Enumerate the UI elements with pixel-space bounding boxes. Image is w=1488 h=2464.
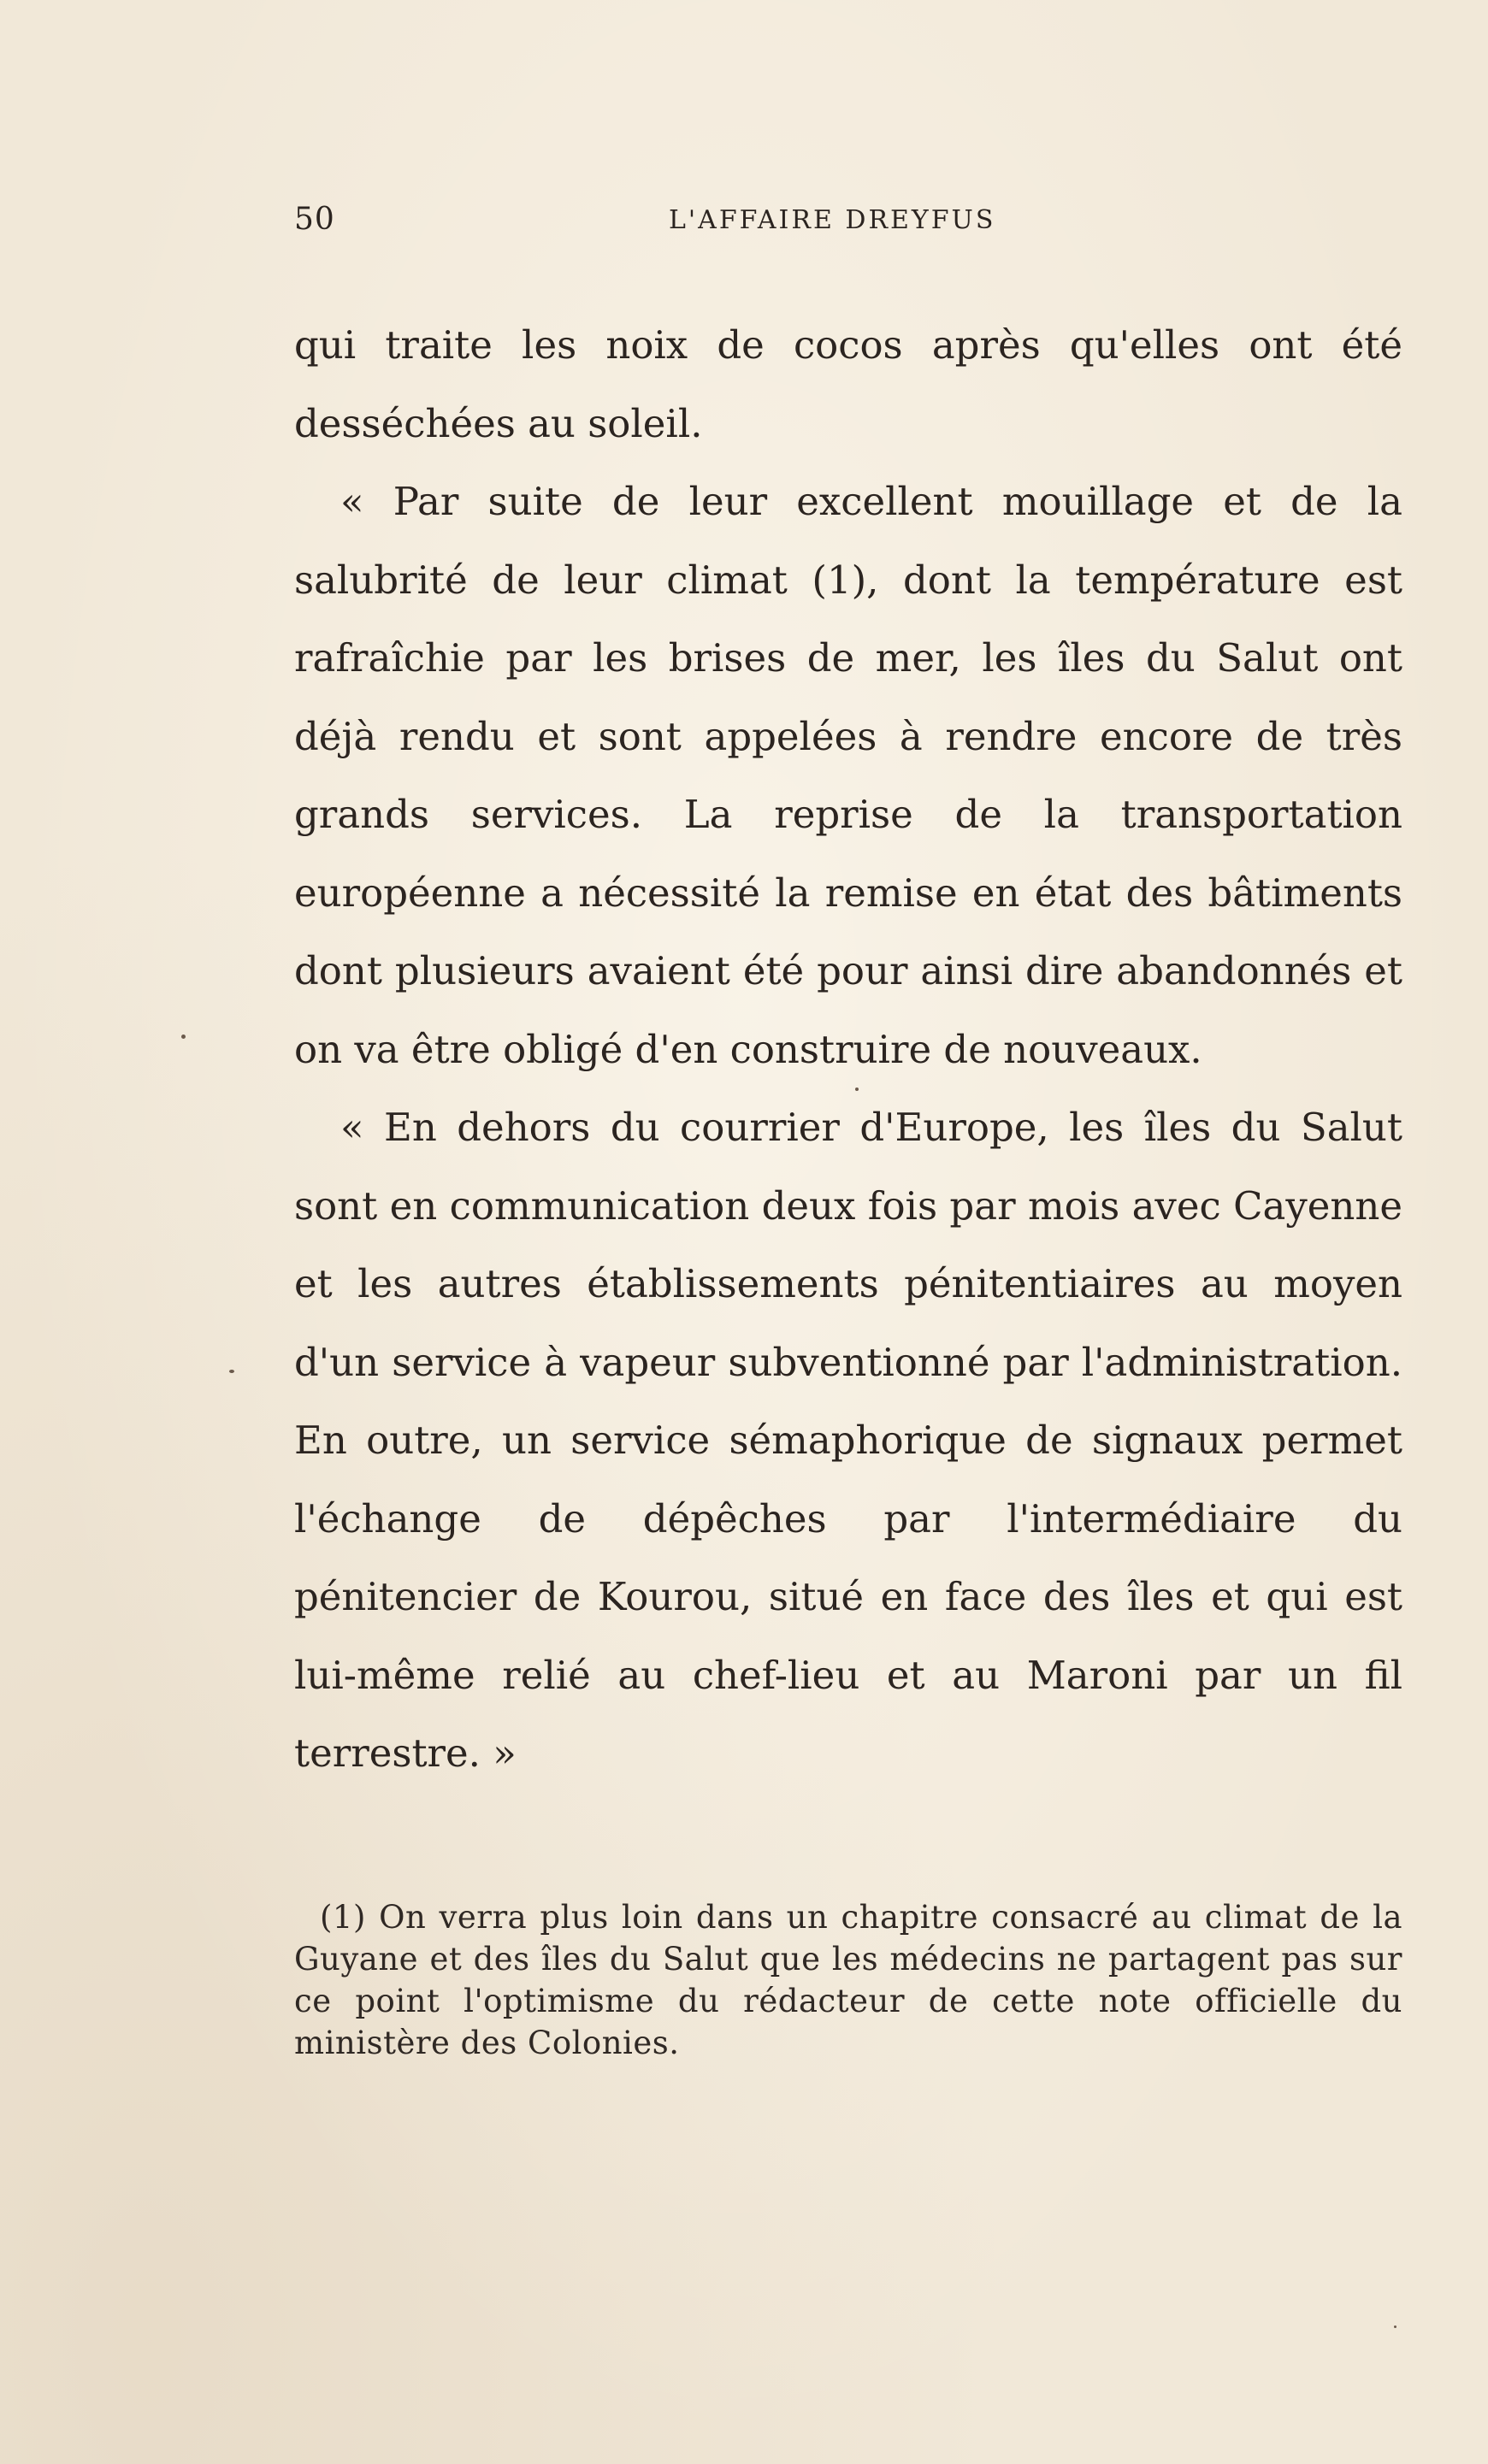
paper-speck [855, 1088, 859, 1091]
paper-speck [229, 1370, 234, 1373]
running-title: L'AFFAIRE DREYFUS [669, 205, 996, 235]
paragraph-quote-communication: « En dehors du courrier d'Europe, les îles du Salut sont en communication deux fois par mois avec Cayenne et les autres établissements pénitentiaires au moyen d'un service à vapeur subventionné par l'administration. En outre, un service sémaphorique de signaux permet l'échange de dépêches par l'intermédiaire du pénitencier de Kourou, situé en face des îles et qui est lui-même relié au chef-lieu et au Maroni par un fil terrestre. » [294, 1105, 1402, 1776]
paper-speck [181, 1035, 186, 1039]
body-text [294, 306, 1402, 1793]
running-header [294, 202, 1402, 253]
footnote [294, 1896, 1402, 2064]
paragraph-continuation: qui traite les noix de cocos après qu'elles ont été desséchées au soleil. [294, 322, 1402, 446]
paragraph-quote-climate: « Par suite de leur excellent mouillage et de la salubrité de leur climat (1), dont la température est rafraîchie par les brises de mer, les îles du Salut ont déjà rendu et sont appelées à rendre encore de très grands services. La reprise de la transportation européenne a nécessité la remise en état des bâtiments dont plusieurs avaient été pour ainsi dire abandonnés et on va être obligé d'en construire de nouveaux. [294, 479, 1402, 1072]
page-number: 50 [294, 202, 335, 237]
paper-speck [1394, 2325, 1396, 2328]
footnote-text: (1) On verra plus loin dans un chapitre consacré au climat de la Guyane et des îles du Salut que les médecins ne partagent pas sur ce point l'optimisme du rédacteur de cette note officielle du ministère des Colonies. [294, 1899, 1402, 2061]
